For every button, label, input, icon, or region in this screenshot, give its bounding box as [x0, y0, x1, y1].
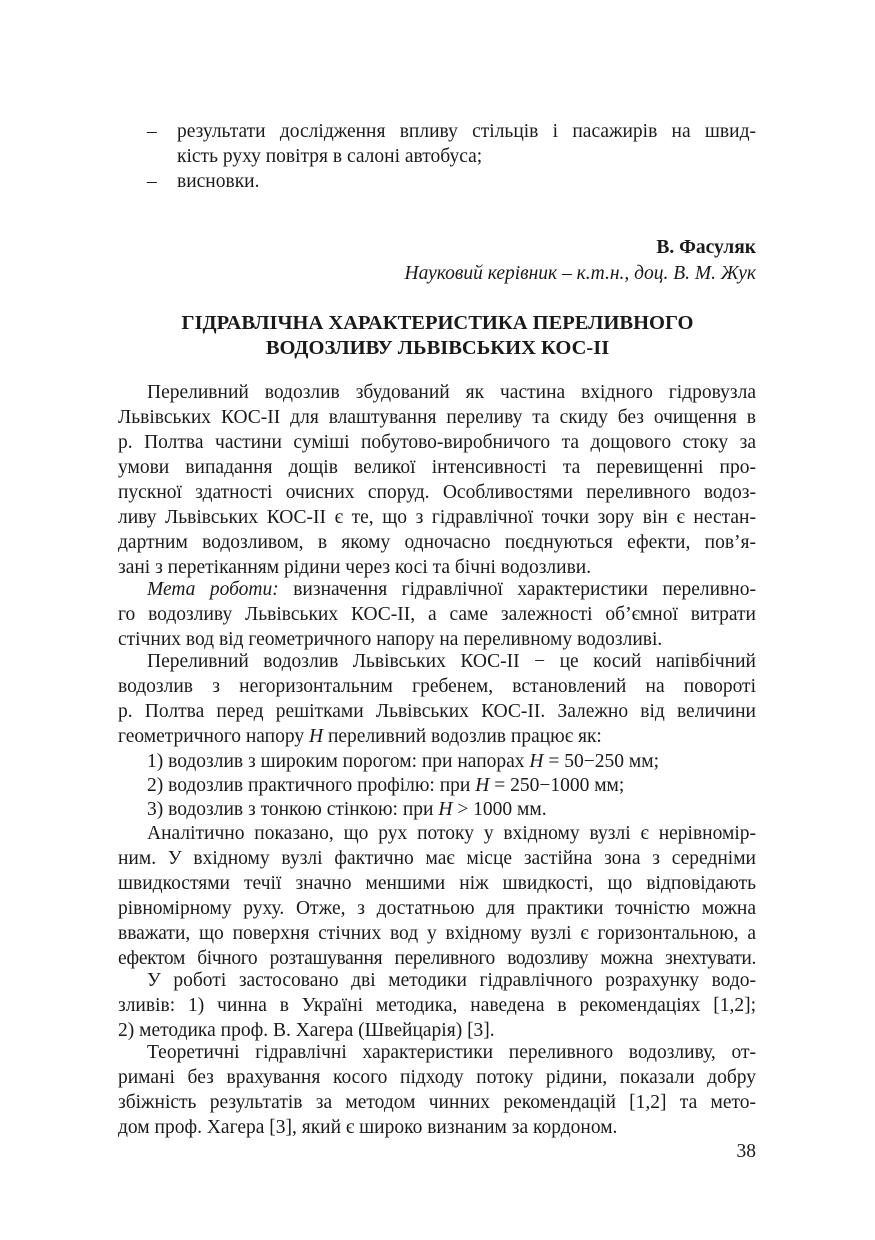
case-line-3	[147, 798, 547, 822]
paragraph-4-line: вважати, що поверхня стічних вод у вхідному вузлі є горизонтальною, а	[118, 923, 756, 944]
paragraph-6-line: збіжність результатів за методом чинних рекомендацій [1,2] та мето-	[118, 1092, 756, 1113]
paragraph-5-line: 2) методика проф. В. Хагера (Швейцарія) [3].	[118, 1020, 495, 1041]
paragraph-5-line: зливів: 1) чинна в Україні методика, наведена в рекомендаціях [1,2];	[118, 995, 756, 1016]
variable-h: H	[438, 799, 453, 820]
text-span: = 50−250 мм;	[543, 751, 659, 772]
list-item-1-line-1: результати дослідження впливу стільців і пасажирів на швид-	[177, 121, 756, 142]
variable-h: H	[529, 751, 544, 772]
goal-text: визначення гідравлічної характеристики переливно-	[278, 579, 756, 600]
list-item-2: висновки.	[177, 171, 260, 192]
variable-h: H	[475, 775, 490, 796]
paragraph-1-line: пускної здатності очисних споруд. Особливостями переливного водоз-	[118, 482, 756, 503]
article-title-line-1: ГІДРАВЛІЧНА ХАРАКТЕРИСТИКА ПЕРЕЛИВНОГО	[181, 312, 694, 334]
paragraph-2-line: стічних вод від геометричного напору на переливному водозливі.	[118, 629, 663, 650]
list-dash: –	[147, 121, 157, 142]
goal-label: Мета роботи:	[147, 579, 279, 600]
paragraph-1-line: умови випадання дощів великої інтенсивності та перевищенні про-	[118, 457, 756, 478]
paragraph-1-line: зані з перетіканням рідини через косі та бічні водозливи.	[118, 557, 592, 578]
text-span: 2) водозлив практичного профілю: при	[147, 775, 476, 796]
paragraph-3-line: р. Полтва перед решітками Львівських КОС-ІІ. Залежно від величини	[118, 701, 756, 722]
paragraph-1-line: Львівських КОС-II для влаштування переливу та скиду без очищення в	[118, 407, 756, 428]
paragraph-4-line: швидкостями течії значно меншими ніж швидкості, що відповідають	[118, 873, 756, 894]
text-span: = 250−1000 мм;	[489, 775, 625, 796]
paragraph-1-line: ливу Львівських КОС-ІІ є те, що з гідравлічної точки зору він є нестан-	[118, 507, 756, 528]
text-span: геометричного напору	[118, 726, 309, 747]
text-span: > 1000 мм.	[452, 799, 547, 820]
text-span: 3) водозлив з тонкою стінкою: при	[147, 799, 439, 820]
paragraph-1-line: р. Полтва частини суміші побутово-виробничого та дощового стоку за	[118, 432, 756, 453]
paragraph-2-line	[147, 578, 756, 602]
author-name: В. Фасуляк	[656, 237, 756, 258]
paragraph-3-line	[118, 725, 602, 749]
paragraph-6-line: Теоретичні гідравлічні характеристики переливного водозливу, от-	[147, 1042, 756, 1063]
paragraph-4-line: рівномірному руху. Отже, з достатньою для практики точністю можна	[118, 898, 756, 919]
paragraph-1-line: Переливний водозлив збудований як частина вхідного гідровузла	[147, 382, 756, 403]
case-line-2	[147, 774, 624, 798]
list-dash: –	[147, 171, 157, 192]
paragraph-5-line: У роботі застосовано дві методики гідравлічного розрахунку водо-	[147, 970, 756, 991]
article-title-line-2: ВОДОЗЛИВУ ЛЬВІВСЬКИХ КОС-ІІ	[265, 337, 610, 359]
page-number: 38	[736, 1141, 756, 1162]
variable-h: H	[308, 726, 324, 747]
paragraph-2-line: го водозливу Львівських КОС-ІІ, а саме залежності об’ємної витрати	[118, 604, 756, 625]
list-item-1-line-2: кість руху повітря в салоні автобуса;	[177, 146, 483, 167]
text-span: переливний водозлив працює як:	[323, 726, 602, 747]
case-line-1	[147, 750, 659, 774]
paragraph-3-line: водозлив з негоризонтальним гребенем, встановлений на повороті	[118, 676, 756, 697]
paragraph-4-line: ефектом бічного розташування переливного водозливу можна знехтувати.	[118, 948, 756, 969]
paragraph-1-line: дартним водозливом, в якому одночасно поєднуються ефекти, пов’я-	[118, 532, 756, 553]
paragraph-4-line: ним. У вхідному вузлі фактично має місце застійна зона з середніми	[118, 848, 756, 869]
paragraph-6-line: римані без врахування косого підходу потоку рідини, показали добру	[118, 1067, 756, 1088]
paragraph-6-line: дом проф. Хагера [3], який є широко визнаним за кордоном.	[118, 1117, 618, 1138]
scientific-advisor: Науковий керівник – к.т.н., доц. В. М. Жук	[404, 263, 756, 284]
text-span: 1) водозлив з широким порогом: при напорах	[147, 751, 530, 772]
paragraph-4-line: Аналітично показано, що рух потоку у вхідному вузлі є нерівномір-	[147, 823, 756, 844]
paragraph-3-line: Переливний водозлив Львівських КОС-ІІ − це косий напівбічний	[147, 651, 756, 672]
